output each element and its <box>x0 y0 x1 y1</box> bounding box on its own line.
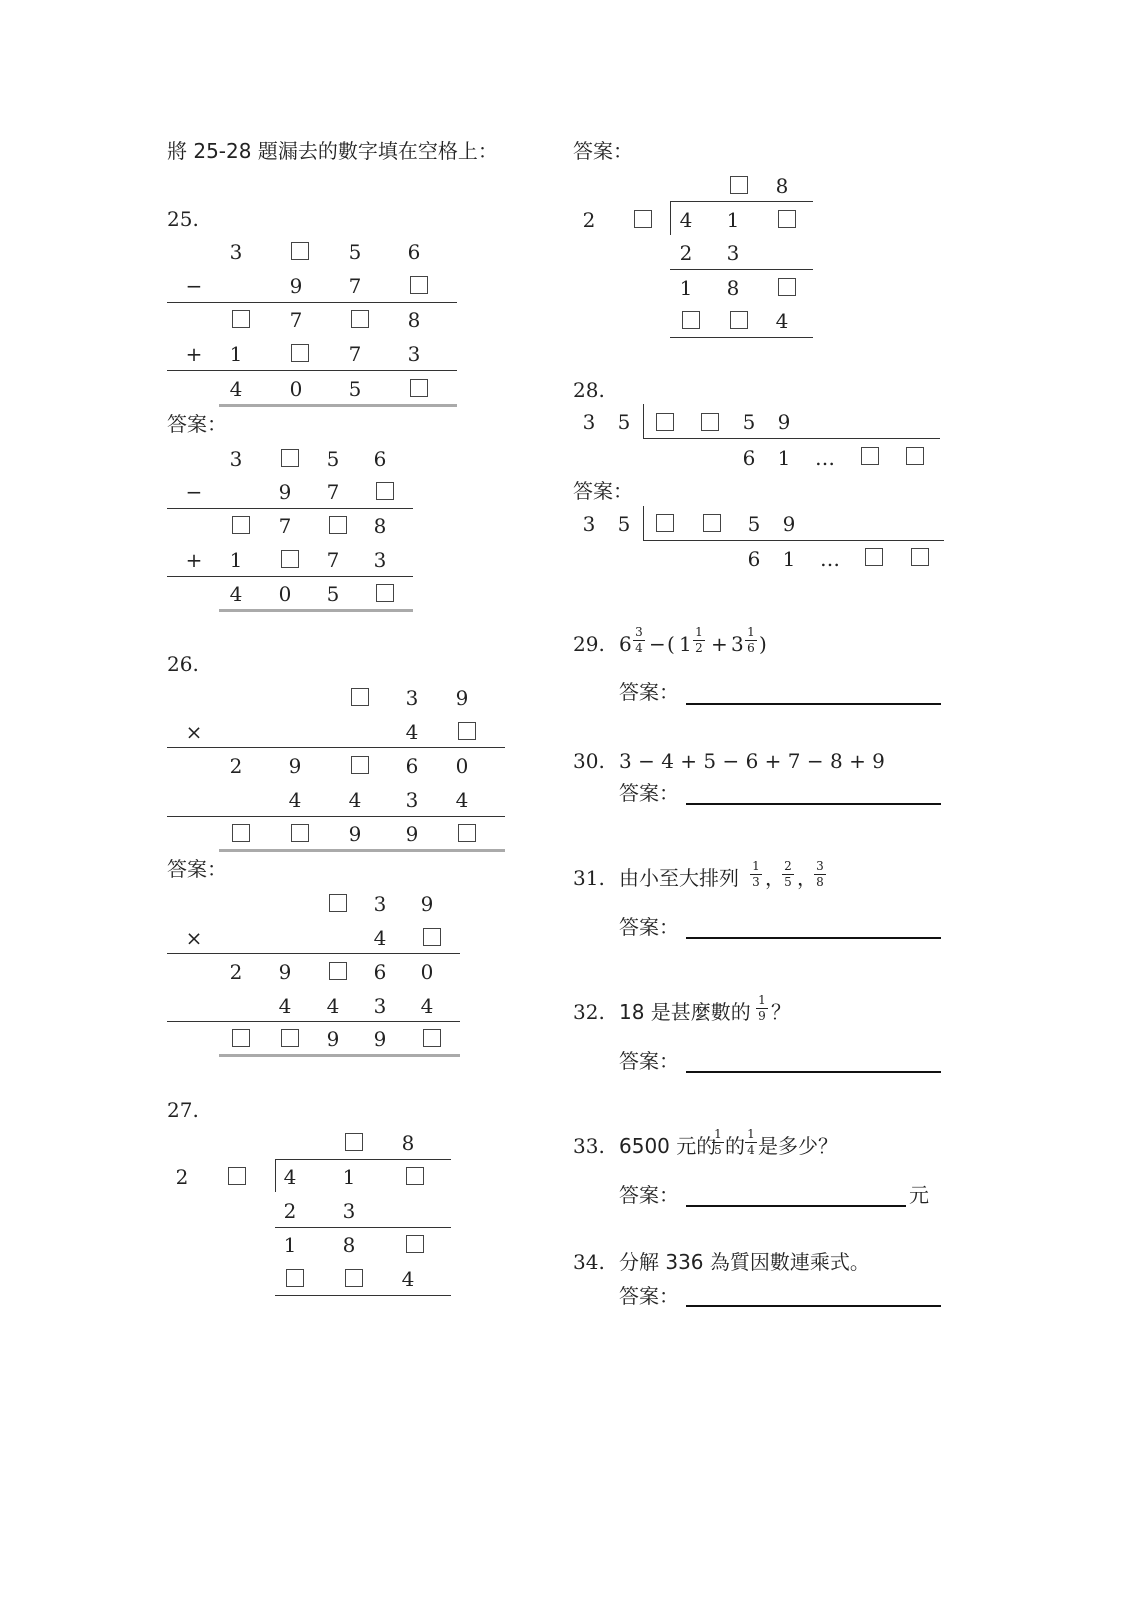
q26-digit: 9 <box>455 686 469 710</box>
answer-box[interactable] <box>376 482 394 500</box>
instruction-text: 將 25-28 題漏去的數字填在空格上： <box>167 139 498 163</box>
q27-digit: 8 <box>775 174 789 198</box>
denominator: 8 <box>816 875 824 889</box>
numerator: 1 <box>752 859 760 873</box>
q25-digit: 7 <box>326 480 340 504</box>
numerator: 1 <box>747 625 755 639</box>
fraction <box>744 1128 758 1157</box>
open-paren: ( <box>667 632 675 656</box>
q33-text: 的 <box>725 1134 745 1158</box>
q25-blank-box[interactable] <box>351 310 369 328</box>
q25-digit: 7 <box>278 514 292 538</box>
q28-digit: 1 <box>777 446 791 470</box>
q26-blank-box[interactable] <box>351 756 369 774</box>
numerator: 1 <box>758 993 766 1007</box>
fraction <box>749 860 763 889</box>
numerator: 2 <box>784 859 792 873</box>
q26-digit: 9 <box>405 822 419 846</box>
answer-line[interactable] <box>686 803 941 805</box>
question-25-number: 25. <box>167 207 199 231</box>
q26-digit: 4 <box>405 720 419 744</box>
q25-blank-box[interactable] <box>291 242 309 260</box>
rule-line <box>670 269 813 270</box>
q25-blank-box[interactable] <box>410 379 428 397</box>
q27-blank-box[interactable] <box>228 1167 246 1185</box>
division-bar <box>643 438 940 439</box>
comma: ， <box>765 866 785 890</box>
minus-sign: − <box>649 632 666 656</box>
q25-digit: 9 <box>289 274 303 298</box>
q25-digit: 1 <box>229 342 243 366</box>
whole-number: 3 <box>731 632 744 656</box>
division-bracket <box>643 506 644 540</box>
q25-blank-box[interactable] <box>291 344 309 362</box>
q26-digit: 4 <box>420 994 434 1018</box>
whole-number: 1 <box>679 632 692 656</box>
q25-digit: 5 <box>348 377 362 401</box>
q27-digit: 1 <box>283 1233 297 1257</box>
question-28-number: 28. <box>573 378 605 402</box>
double-rule <box>219 404 457 407</box>
q26-digit: 9 <box>326 1027 340 1051</box>
question-27-number: 27. <box>167 1098 199 1122</box>
q26-digit: 4 <box>455 788 469 812</box>
q28-digit: 5 <box>742 410 756 434</box>
q27-digit: 3 <box>342 1199 356 1223</box>
q26-blank-box[interactable] <box>291 824 309 842</box>
division-bracket <box>643 404 644 438</box>
answer-box[interactable] <box>703 514 721 532</box>
rule-line <box>167 370 457 371</box>
question-34-number: 34. <box>573 1250 605 1274</box>
q27-digit: 2 <box>283 1199 297 1223</box>
question-32-number: 32. <box>573 1000 605 1024</box>
q26-digit: 3 <box>405 788 419 812</box>
fraction <box>813 860 827 889</box>
q26-blank-box[interactable] <box>458 722 476 740</box>
q26-digit: 3 <box>405 686 419 710</box>
q26-digit: 3 <box>373 994 387 1018</box>
answer-box[interactable] <box>682 311 700 329</box>
q26-digit: 0 <box>455 754 469 778</box>
q28-digit: 9 <box>782 512 796 536</box>
denominator: 6 <box>747 641 755 655</box>
fraction <box>755 994 769 1023</box>
q27-blank-box[interactable] <box>286 1269 304 1287</box>
answer-box[interactable] <box>281 1029 299 1047</box>
q26-blank-box[interactable] <box>232 824 250 842</box>
answer-line[interactable] <box>686 1071 941 1073</box>
q26-digit: 9 <box>278 960 292 984</box>
q26-digit: 4 <box>278 994 292 1018</box>
division-bar <box>670 201 813 202</box>
answer-box[interactable] <box>778 278 796 296</box>
q25-digit: 0 <box>278 582 292 606</box>
rule-line <box>167 747 505 748</box>
q27-digit: 8 <box>726 276 740 300</box>
denominator: 9 <box>758 1009 766 1023</box>
fraction <box>692 626 706 655</box>
q25-digit: 4 <box>229 377 243 401</box>
q25-digit: 3 <box>229 447 243 471</box>
q27-blank-box[interactable] <box>406 1167 424 1185</box>
division-bar <box>643 540 944 541</box>
rule-line <box>167 576 413 577</box>
denominator: 5 <box>784 875 792 889</box>
plus-sign: + <box>185 342 203 366</box>
q28-digit: 5 <box>617 512 631 536</box>
q25-digit: 8 <box>407 308 421 332</box>
question-30-number: 30. <box>573 749 605 773</box>
division-bar <box>275 1159 451 1160</box>
q26-digit: 4 <box>326 994 340 1018</box>
q25-digit: 6 <box>373 447 387 471</box>
rule-line <box>167 302 457 303</box>
answer-box[interactable] <box>656 514 674 532</box>
q27-digit: 4 <box>401 1267 415 1291</box>
answer-box[interactable] <box>376 584 394 602</box>
ellipsis: … <box>815 446 835 470</box>
rule-line <box>167 508 413 509</box>
q28-digit: 3 <box>582 410 596 434</box>
q26-digit: 4 <box>288 788 302 812</box>
answer-box[interactable] <box>730 311 748 329</box>
numerator: 1 <box>695 625 703 639</box>
q26-digit: 2 <box>229 960 243 984</box>
question-26-number: 26. <box>167 652 199 676</box>
q25-blank-box[interactable] <box>232 310 250 328</box>
q25-digit: 5 <box>348 240 362 264</box>
rule-line <box>275 1295 451 1296</box>
q27-digit: 2 <box>679 241 693 265</box>
rule-line <box>670 337 813 338</box>
plus-sign: + <box>711 632 728 656</box>
whole-number: 6 <box>619 632 632 656</box>
rule-line <box>167 816 505 817</box>
numerator: 1 <box>714 1127 722 1141</box>
q27-digit: 1 <box>679 276 693 300</box>
q30-expression: 3 − 4 + 5 − 6 + 7 − 8 + 9 <box>619 749 885 773</box>
double-rule <box>219 609 413 612</box>
unit-label: 元 <box>909 1183 929 1207</box>
q28-digit: 5 <box>617 410 631 434</box>
q28-blank-box[interactable] <box>861 447 879 465</box>
question-33-number: 33. <box>573 1134 605 1158</box>
answer-box[interactable] <box>423 1029 441 1047</box>
denominator: 4 <box>635 641 643 655</box>
plus-sign: + <box>185 548 203 572</box>
question-29-number: 29. <box>573 632 605 656</box>
answer-box[interactable] <box>232 1029 250 1047</box>
q25-digit: 5 <box>326 447 340 471</box>
division-bracket <box>275 1159 276 1192</box>
denominator: 4 <box>747 1143 755 1157</box>
q26-digit: 0 <box>420 960 434 984</box>
minus-sign: − <box>185 480 203 504</box>
fraction <box>781 860 795 889</box>
q26-digit: 9 <box>288 754 302 778</box>
q25-digit: 4 <box>229 582 243 606</box>
answer-box[interactable] <box>281 449 299 467</box>
answer-box[interactable] <box>730 176 748 194</box>
denominator: 5 <box>714 1143 722 1157</box>
q25-digit: 1 <box>229 548 243 572</box>
q28-digit: 3 <box>582 512 596 536</box>
q32-text: 18 是甚麼數的 <box>619 1000 751 1024</box>
q34-text: 分解 336 為質因數連乘式。 <box>619 1250 870 1274</box>
ellipsis: … <box>820 547 840 571</box>
rule-line <box>167 1021 460 1022</box>
answer-line[interactable] <box>686 937 941 939</box>
q26-digit: 3 <box>373 892 387 916</box>
q27-digit: 1 <box>726 208 740 232</box>
denominator: 3 <box>752 875 760 889</box>
answer-label: 答案： <box>619 1183 679 1207</box>
q27-blank-box[interactable] <box>345 1133 363 1151</box>
numerator: 1 <box>747 1127 755 1141</box>
q27-digit: 8 <box>342 1233 356 1257</box>
q26-digit: 9 <box>373 1027 387 1051</box>
answer-label: 答案： <box>167 412 227 436</box>
double-rule <box>219 1054 460 1057</box>
q28-blank-box[interactable] <box>701 413 719 431</box>
minus-sign: − <box>185 274 203 298</box>
answer-box[interactable] <box>778 210 796 228</box>
fraction <box>632 626 646 655</box>
answer-box[interactable] <box>865 548 883 566</box>
q27-digit: 8 <box>401 1131 415 1155</box>
denominator: 2 <box>695 641 703 655</box>
q25-digit: 7 <box>348 274 362 298</box>
close-paren: ) <box>759 632 767 656</box>
answer-line[interactable] <box>686 703 941 705</box>
q28-digit: 5 <box>747 512 761 536</box>
q27-digit: 2 <box>582 208 596 232</box>
q27-digit: 1 <box>342 1165 356 1189</box>
q28-digit: 1 <box>782 547 796 571</box>
q25-digit: 3 <box>407 342 421 366</box>
q26-digit: 6 <box>373 960 387 984</box>
q31-text: 由小至大排列 <box>619 866 739 890</box>
q26-blank-box[interactable] <box>458 824 476 842</box>
q28-digit: 6 <box>742 446 756 470</box>
rule-line <box>167 953 460 954</box>
q27-digit: 3 <box>726 241 740 265</box>
question-31-number: 31. <box>573 866 605 890</box>
answer-box[interactable] <box>329 962 347 980</box>
q26-digit: 4 <box>348 788 362 812</box>
q26-digit: 9 <box>348 822 362 846</box>
q25-digit: 3 <box>373 548 387 572</box>
fraction <box>711 1128 725 1157</box>
q25-digit: 7 <box>326 548 340 572</box>
q26-digit: 4 <box>373 926 387 950</box>
q26-digit: 2 <box>229 754 243 778</box>
q28-digit: 6 <box>747 547 761 571</box>
answer-label: 答案： <box>167 857 227 881</box>
q26-digit: 9 <box>420 892 434 916</box>
q25-digit: 7 <box>289 308 303 332</box>
q28-blank-box[interactable] <box>656 413 674 431</box>
answer-box[interactable] <box>423 928 441 946</box>
times-sign: × <box>185 720 203 744</box>
answer-label: 答案： <box>573 139 633 163</box>
answer-box[interactable] <box>634 210 652 228</box>
q25-digit: 0 <box>289 377 303 401</box>
q25-digit: 7 <box>348 342 362 366</box>
answer-box[interactable] <box>232 516 250 534</box>
answer-box[interactable] <box>329 516 347 534</box>
double-rule <box>219 849 505 852</box>
q28-digit: 9 <box>777 410 791 434</box>
times-sign: × <box>185 926 203 950</box>
q26-blank-box[interactable] <box>351 688 369 706</box>
q27-blank-box[interactable] <box>345 1269 363 1287</box>
answer-label: 答案： <box>619 781 679 805</box>
q28-blank-box[interactable] <box>906 447 924 465</box>
answer-line[interactable] <box>686 1305 941 1307</box>
answer-label: 答案： <box>619 680 679 704</box>
rule-line <box>275 1227 451 1228</box>
answer-box[interactable] <box>911 548 929 566</box>
fraction <box>744 626 758 655</box>
question-mark: ？ <box>771 1000 791 1024</box>
numerator: 3 <box>635 625 643 639</box>
q27-digit: 4 <box>679 208 693 232</box>
numerator: 3 <box>816 859 824 873</box>
q27-digit: 4 <box>283 1165 297 1189</box>
q27-blank-box[interactable] <box>406 1235 424 1253</box>
q33-text: 6500 元的 <box>619 1134 717 1158</box>
answer-box[interactable] <box>329 894 347 912</box>
q26-digit: 6 <box>405 754 419 778</box>
answer-box[interactable] <box>281 550 299 568</box>
q25-digit: 9 <box>278 480 292 504</box>
answer-label: 答案： <box>619 1284 679 1308</box>
answer-label: 答案： <box>573 479 633 503</box>
q27-digit: 4 <box>775 309 789 333</box>
q25-digit: 8 <box>373 514 387 538</box>
q33-text: 是多少？ <box>758 1134 838 1158</box>
q25-blank-box[interactable] <box>410 276 428 294</box>
answer-label: 答案： <box>619 1049 679 1073</box>
division-bracket <box>670 201 671 235</box>
q25-digit: 6 <box>407 240 421 264</box>
answer-label: 答案： <box>619 915 679 939</box>
q25-digit: 5 <box>326 582 340 606</box>
comma: ， <box>797 866 817 890</box>
answer-line[interactable] <box>686 1205 906 1207</box>
q25-digit: 3 <box>229 240 243 264</box>
q27-digit: 2 <box>175 1165 189 1189</box>
